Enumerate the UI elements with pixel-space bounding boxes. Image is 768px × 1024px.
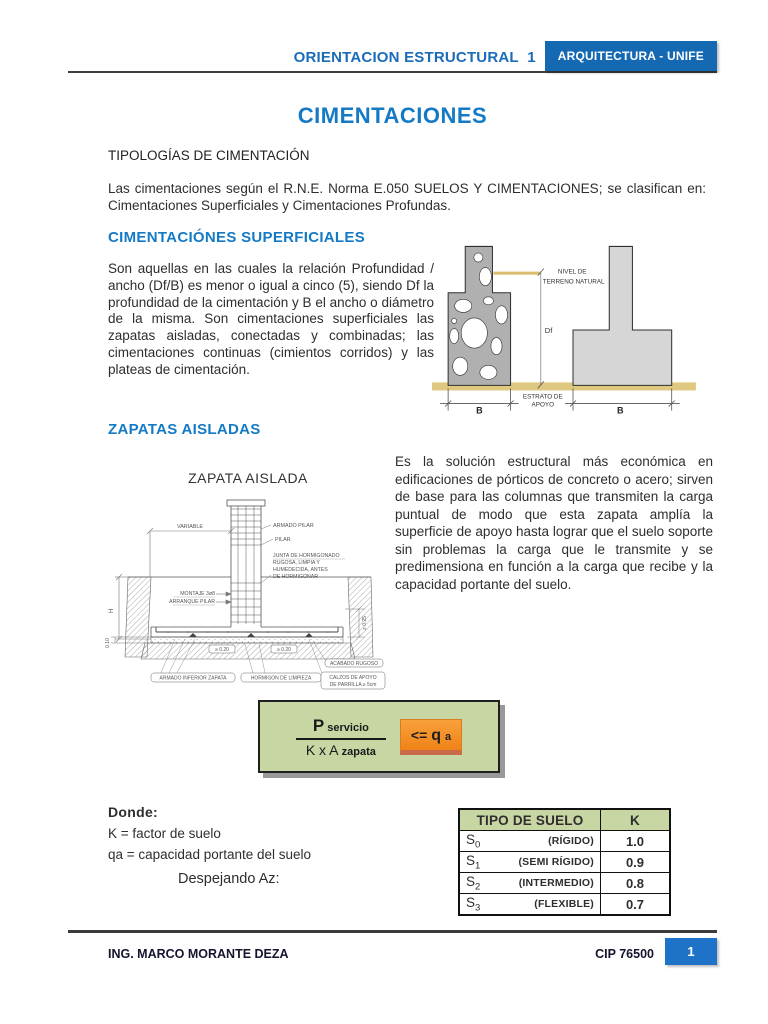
acabado-label: ACABADO RUGOSO (329, 661, 379, 667)
table-row (459, 894, 670, 916)
formula-denominator-sub: zapata (341, 745, 376, 758)
formula-fraction (296, 716, 386, 758)
formula-denominator: K x A (305, 741, 338, 758)
dim-025-label: ≥ 0.25 (362, 616, 368, 630)
tipologias-heading: TIPOLOGÍAS DE CIMENTACIÓN (108, 148, 310, 163)
hormigon-label: HORMIGON DE LIMPIEZA (250, 675, 312, 682)
soil-sub: 3 (475, 902, 481, 914)
superficiales-heading: CIMENTACIÓNES SUPERFICIALES (108, 229, 366, 246)
variable-label: VARIABLE (177, 524, 203, 530)
k-value: 0.8 (601, 873, 671, 894)
table-header-k: K (601, 809, 671, 831)
table-row (459, 852, 670, 873)
table-row (459, 873, 670, 894)
armado-pilar-label: ARMADO PILAR (273, 523, 314, 529)
formula-q: q (431, 726, 442, 744)
nivel-label-line1: NIVEL DE (557, 268, 587, 276)
formula-numerator-sub: servicio (327, 721, 369, 734)
formula-box (258, 700, 500, 773)
soil-desc: (INTERMEDIO) (518, 876, 594, 889)
b-left-label: B (476, 405, 483, 416)
armado-inferior-label: ARMADO INFERIOR ZAPATA (159, 675, 227, 682)
page-title: CIMENTACIONES (297, 103, 488, 128)
calzos-label-2: DE PARRILLA ≥ 5cm (329, 682, 377, 688)
estrato-label-line2: APOYO (531, 401, 555, 409)
junta-label-3: HUMEDECIDA, ANTES (273, 567, 328, 573)
donde-block (108, 802, 311, 865)
soil-symbol: S (466, 894, 476, 910)
h-label: H (109, 608, 115, 614)
soil-desc: (RÍGIDO) (548, 834, 594, 847)
page-header (68, 38, 717, 73)
table-row (459, 831, 670, 852)
soil-desc: (FLEXIBLE) (534, 897, 594, 910)
lean-concrete-layer (151, 637, 343, 643)
despejando-line: Despejando Az: (178, 871, 280, 887)
donde-k-line: K = factor de suelo (108, 826, 221, 841)
dim-020-left-label: ≥ 0.20 (215, 647, 229, 653)
df-label: Df (544, 326, 553, 336)
foundation-diagram (430, 232, 715, 422)
soil-symbol: S (466, 873, 476, 889)
dim-010-label: 0.10 (105, 638, 111, 648)
soil-symbol: S (466, 831, 476, 847)
page-number-badge: 1 (665, 938, 717, 965)
zapatas-paragraph: Es la solución estructural más económica en edificaciones de pórticos de concreto o acero; sirven de base para las columnas que transmiten la carga puntual de modo que esta zapata amplía la superficie de apoyo hasta lograr que el suelo soporte sin problemas la carga que le transmite y se predimensiona en función a la carga que recibe y la capacidad portante del suelo. (395, 454, 713, 592)
soil-sub: 2 (475, 881, 481, 893)
soil-desc: (SEMI RÍGIDO) (518, 855, 594, 868)
soil-factor-table (458, 808, 671, 916)
footing-rebar (156, 627, 338, 632)
k-value: 0.9 (601, 852, 671, 873)
dim-020-right-label: ≥ 0.20 (277, 647, 291, 653)
formula-operator: <= (410, 726, 428, 743)
arranque-label: ARRANQUE PILAR (169, 599, 215, 605)
faculty-badge: ARQUITECTURA - UNIFE (545, 41, 717, 71)
k-value: 0.7 (601, 894, 671, 916)
zapatas-heading: ZAPATAS AISLADAS (108, 421, 261, 438)
estrato-label-line1: ESTRATO DE (522, 393, 563, 401)
table-header-tipo: TIPO DE SUELO (459, 809, 601, 831)
course-title: ORIENTACION ESTRUCTURAL 1 (293, 49, 536, 66)
ground-level-line (493, 272, 540, 275)
soil-hatch (125, 577, 373, 659)
calzos-label-1: CALZOS DE APOYO (329, 675, 377, 681)
donde-qa-line: qa = capacidad portante del suelo (108, 847, 312, 862)
zapata-figure (103, 491, 393, 698)
soil-sub: 0 (475, 839, 481, 851)
formula-numerator: P (312, 715, 325, 735)
pilar-label: PILAR (275, 537, 291, 543)
donde-heading: Donde: (108, 804, 159, 820)
formula-q-sub: a (445, 730, 452, 743)
superficial-foundation-figure (430, 232, 715, 422)
variable-dimension (147, 528, 234, 577)
nivel-label-line2: TERRENO NATURAL (542, 278, 605, 286)
junta-label-1: JUNTA DE HORMIGONADO (273, 553, 340, 559)
zapata-technical-drawing (103, 491, 393, 698)
soil-symbol: S (466, 852, 476, 868)
b-right-label: B (617, 405, 624, 416)
qa-badge (400, 719, 462, 755)
cip-number: CIP 76500 (595, 946, 654, 961)
zapata-figure-title: ZAPATA AISLADA (188, 470, 308, 486)
junta-label-4: DE HORMIGONAR (273, 574, 318, 580)
superficiales-paragraph: Son aquellas en las cuales la relación Profundidad / ancho (Df/B) es menor o igual a cinco (5), siendo Df la profundidad de la cimentación y B el ancho o diámetro de la misma. Son cimentaciones superficiales las zapatas aisladas, conectadas y combinadas; las cimentaciones continuas (cimientos corridos) y las plateas de cimentación. (108, 261, 434, 377)
page-footer (68, 930, 717, 965)
author-name: ING. MARCO MORANTE DEZA (108, 946, 289, 961)
k-value: 1.0 (601, 831, 671, 852)
junta-label-2: RUGOSA, LIMPIA Y (273, 560, 320, 566)
footing-shape (573, 246, 672, 385)
intro-paragraph: Las cimentaciones según el R.N.E. Norma E.050 SUELOS Y CIMENTACIONES; se clasifican en: Cimentaciones Superficiales y Cimentaciones Profundas. (108, 181, 706, 213)
montaje-label: MONTAJE 3ø8 (180, 591, 215, 597)
soil-sub: 1 (475, 860, 481, 872)
